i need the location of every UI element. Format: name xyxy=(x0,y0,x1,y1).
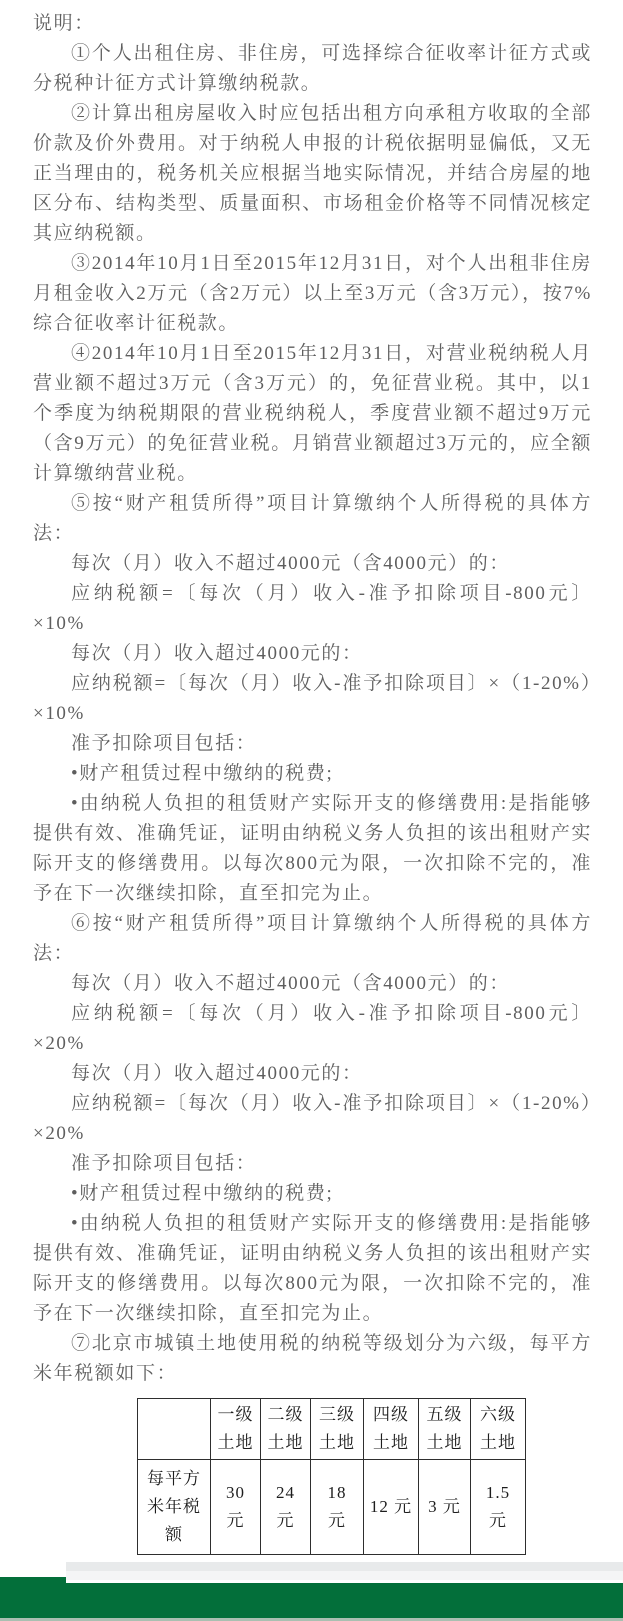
table-cell: 12 元 xyxy=(364,1460,419,1555)
paragraph-list xyxy=(33,39,592,1389)
paragraph: 应纳税额=〔每次（月）收入-准予扣除项目-800元〕×10% xyxy=(33,583,592,634)
table-cell: 3 元 xyxy=(419,1460,471,1555)
footer-green-band xyxy=(0,1583,623,1618)
paragraph: •由纳税人负担的租赁财产实际开支的修缮费用:是指能够提供有效、准确凭证，证明由纳税义务人负担的该出租财产实际开支的修缮费用。以每次800元为限，一次扣除不完的，准予在下一次继续扣除，直至扣完为止。 xyxy=(33,1213,592,1324)
paragraph: ②计算出租房屋收入时应包括出租方向承租方收取的全部价款及价外费用。对于纳税人申报的计税依据明显偏低，又无正当理由的，税务机关应根据当地实际情况，并结合房屋的地区分布、结构类型、质量面积、市场租金价格等不同情况核定其应纳税额。 xyxy=(33,103,592,244)
footer-gray-strip-bottom xyxy=(66,1571,623,1580)
document-heading: 说明： xyxy=(33,13,95,34)
table-header-row xyxy=(138,1399,526,1460)
paragraph: ④2014年10月1日至2015年12月31日，对营业税纳税人月营业额不超过3万元（含3万元）的，免征营业税。其中，以1个季度为纳税期限的营业税纳税人，季度营业额不超过9万元（含9万元）的免征营业税。月销营业额超过3万元的，应全额计算缴纳营业税。 xyxy=(33,343,592,484)
paragraph: ⑥按“财产租赁所得”项目计算缴纳个人所得税的具体方法： xyxy=(33,913,592,964)
table-row xyxy=(138,1460,526,1555)
table-cell: 1.5 元 xyxy=(471,1460,526,1555)
table-header-cell: 三级土地 xyxy=(311,1399,364,1460)
paragraph: 应纳税额=〔每次（月）收入-准予扣除项目〕×（1-20%）×10% xyxy=(33,673,592,724)
table-header-cell: 二级土地 xyxy=(261,1399,311,1460)
land-tax-table-body xyxy=(138,1460,526,1555)
table-header-cell: 四级土地 xyxy=(364,1399,419,1460)
table-header-cell: 一级土地 xyxy=(211,1399,261,1460)
land-tax-table-head xyxy=(138,1399,526,1460)
paragraph: ⑤按“财产租赁所得”项目计算缴纳个人所得税的具体方法： xyxy=(33,493,592,544)
paragraph: 准予扣除项目包括： xyxy=(71,1153,257,1174)
paragraph: ①个人出租住房、非住房，可选择综合征收率计征方式或分税种计征方式计算缴纳税款。 xyxy=(33,43,592,94)
table-header-cell: 六级土地 xyxy=(471,1399,526,1460)
paragraph: 每次（月）收入超过4000元的： xyxy=(71,1063,363,1084)
paragraph: •财产租赁过程中缴纳的税费; xyxy=(71,1183,334,1204)
table-cell: 18 元 xyxy=(311,1460,364,1555)
table-cell: 30 元 xyxy=(211,1460,261,1555)
table-cell: 24 元 xyxy=(261,1460,311,1555)
paragraph: ⑦北京市城镇土地使用税的纳税等级划分为六级，每平方米年税额如下： xyxy=(33,1333,592,1384)
paragraph: 每次（月）收入不超过4000元（含4000元）的： xyxy=(71,973,511,994)
paragraph: 准予扣除项目包括： xyxy=(71,733,257,754)
paragraph: •财产租赁过程中缴纳的税费; xyxy=(71,763,334,784)
table-header-cell: 五级土地 xyxy=(419,1399,471,1460)
paragraph: 应纳税额=〔每次（月）收入-准予扣除项目-800元〕×20% xyxy=(33,1003,592,1054)
footer-gray-strip-top xyxy=(66,1562,623,1571)
paragraph: 应纳税额=〔每次（月）收入-准予扣除项目〕×（1-20%）×20% xyxy=(33,1093,592,1144)
land-tax-table xyxy=(137,1398,526,1555)
table-row-label: 每平方米年税额 xyxy=(138,1460,211,1555)
paragraph: ③2014年10月1日至2015年12月31日，对个人出租非住房月租金收入2万元（含2万元）以上至3万元（含3万元），按7%综合征收率计征税款。 xyxy=(33,253,592,334)
table-corner-cell xyxy=(138,1399,211,1460)
paragraph: 每次（月）收入超过4000元的： xyxy=(71,643,363,664)
paragraph: 每次（月）收入不超过4000元（含4000元）的： xyxy=(71,553,511,574)
paragraph: •由纳税人负担的租赁财产实际开支的修缮费用:是指能够提供有效、准确凭证，证明由纳税义务人负担的该出租财产实际开支的修缮费用。以每次800元为限，一次扣除不完的，准予在下一次继续扣除，直至扣完为止。 xyxy=(33,793,592,904)
